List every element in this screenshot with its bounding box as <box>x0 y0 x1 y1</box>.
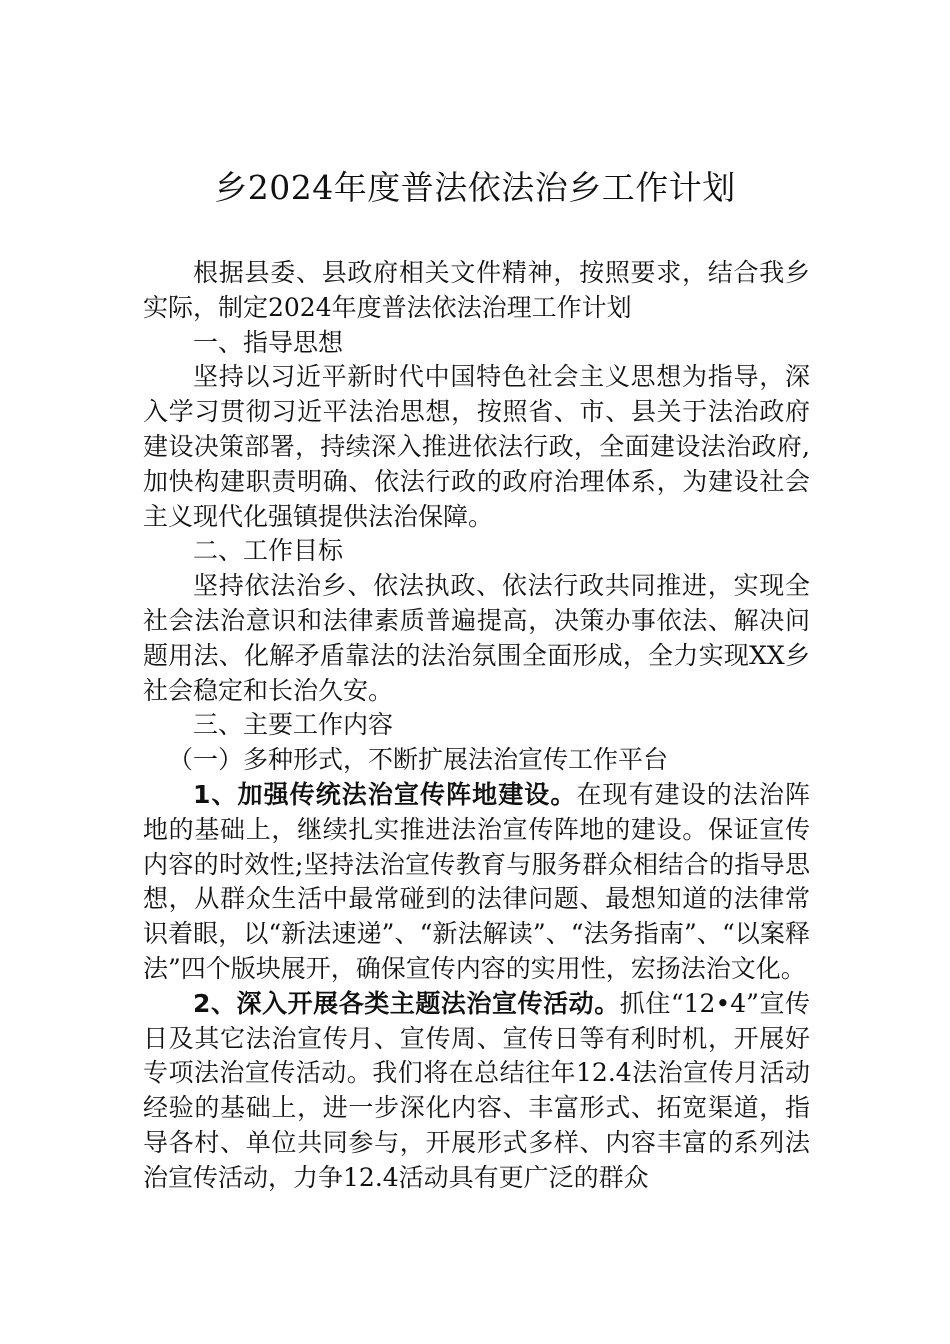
section-heading-guiding-thought: 一、指导思想 <box>193 327 344 357</box>
document-body <box>143 256 810 1196</box>
item-2-lead: 2、深入开展各类主题法治宣传活动。 <box>193 988 620 1018</box>
document-title: 乡2024年度普法依法治乡工作计划 <box>214 168 736 207</box>
item-1-text: 在现有建设的法治阵地的基础上，继续扎实推进法治宣传阵地的建设。保证宣传内容的时效性;坚持法治宣传教育与服务群众相结合的指导思想，从群众生活中最常碰到的法律问题、最想知道的法律常识着眼，以“新法速递”、“新法解读”、“法务指南”、“以案释法”四个版块展开，确保宣传内容的实用性，宏扬法治文化。 <box>143 779 810 983</box>
section-heading-work-goals: 二、工作目标 <box>193 536 344 566</box>
item-1-lead: 1、加强传统法治宣传阵地建设。 <box>193 779 577 809</box>
section-heading-main-work: 三、主要工作内容 <box>193 710 394 740</box>
work-goals-paragraph: 坚持依法治乡、依法执政、依法行政共同推进，实现全社会法治意识和法律素质普遍提高，决策办事依法、解决问题用法、化解矛盾靠法的法治氛围全面形成，全力实现XX乡社会稳定和长治久安。 <box>143 571 810 705</box>
item-2-paragraph <box>143 987 810 1196</box>
item-1-paragraph <box>143 778 810 987</box>
item-2-text: 抓住“12•4”宣传日及其它法治宣传月、宣传周、宣传日等有利时机，开展好专项法治宣传活动。我们将在总结往年12.4法治宣传月活动经验的基础上，进一步深化内容、丰富形式、拓宽渠道，指导各村、单位共同参与，开展形式多样、内容丰富的系列法治宣传活动，力争 <box>143 988 810 1192</box>
subsection-heading-publicity-platform: （一）多种形式，不断扩展法治宣传工作平台 <box>168 745 669 775</box>
intro-paragraph: 根据县委、县政府相关文件精神，按照要求，结合我乡实际，制定2024年度普法依法治理工作计划 <box>143 258 810 322</box>
item-2-tail: 12.4活动具有更广泛的群众 <box>343 1162 649 1192</box>
guiding-thought-paragraph: 坚持以习近平新时代中国特色社会主义思想为指导，深入学习贯彻习近平法治思想，按照省、市、县关于法治政府建设决策部署，持续深入推进依法行政，全面建设法治政府,加快构建职责明确、依法行政的政府治理体系，为建设社会主义现代化强镇提供法治保障。 <box>143 362 810 531</box>
